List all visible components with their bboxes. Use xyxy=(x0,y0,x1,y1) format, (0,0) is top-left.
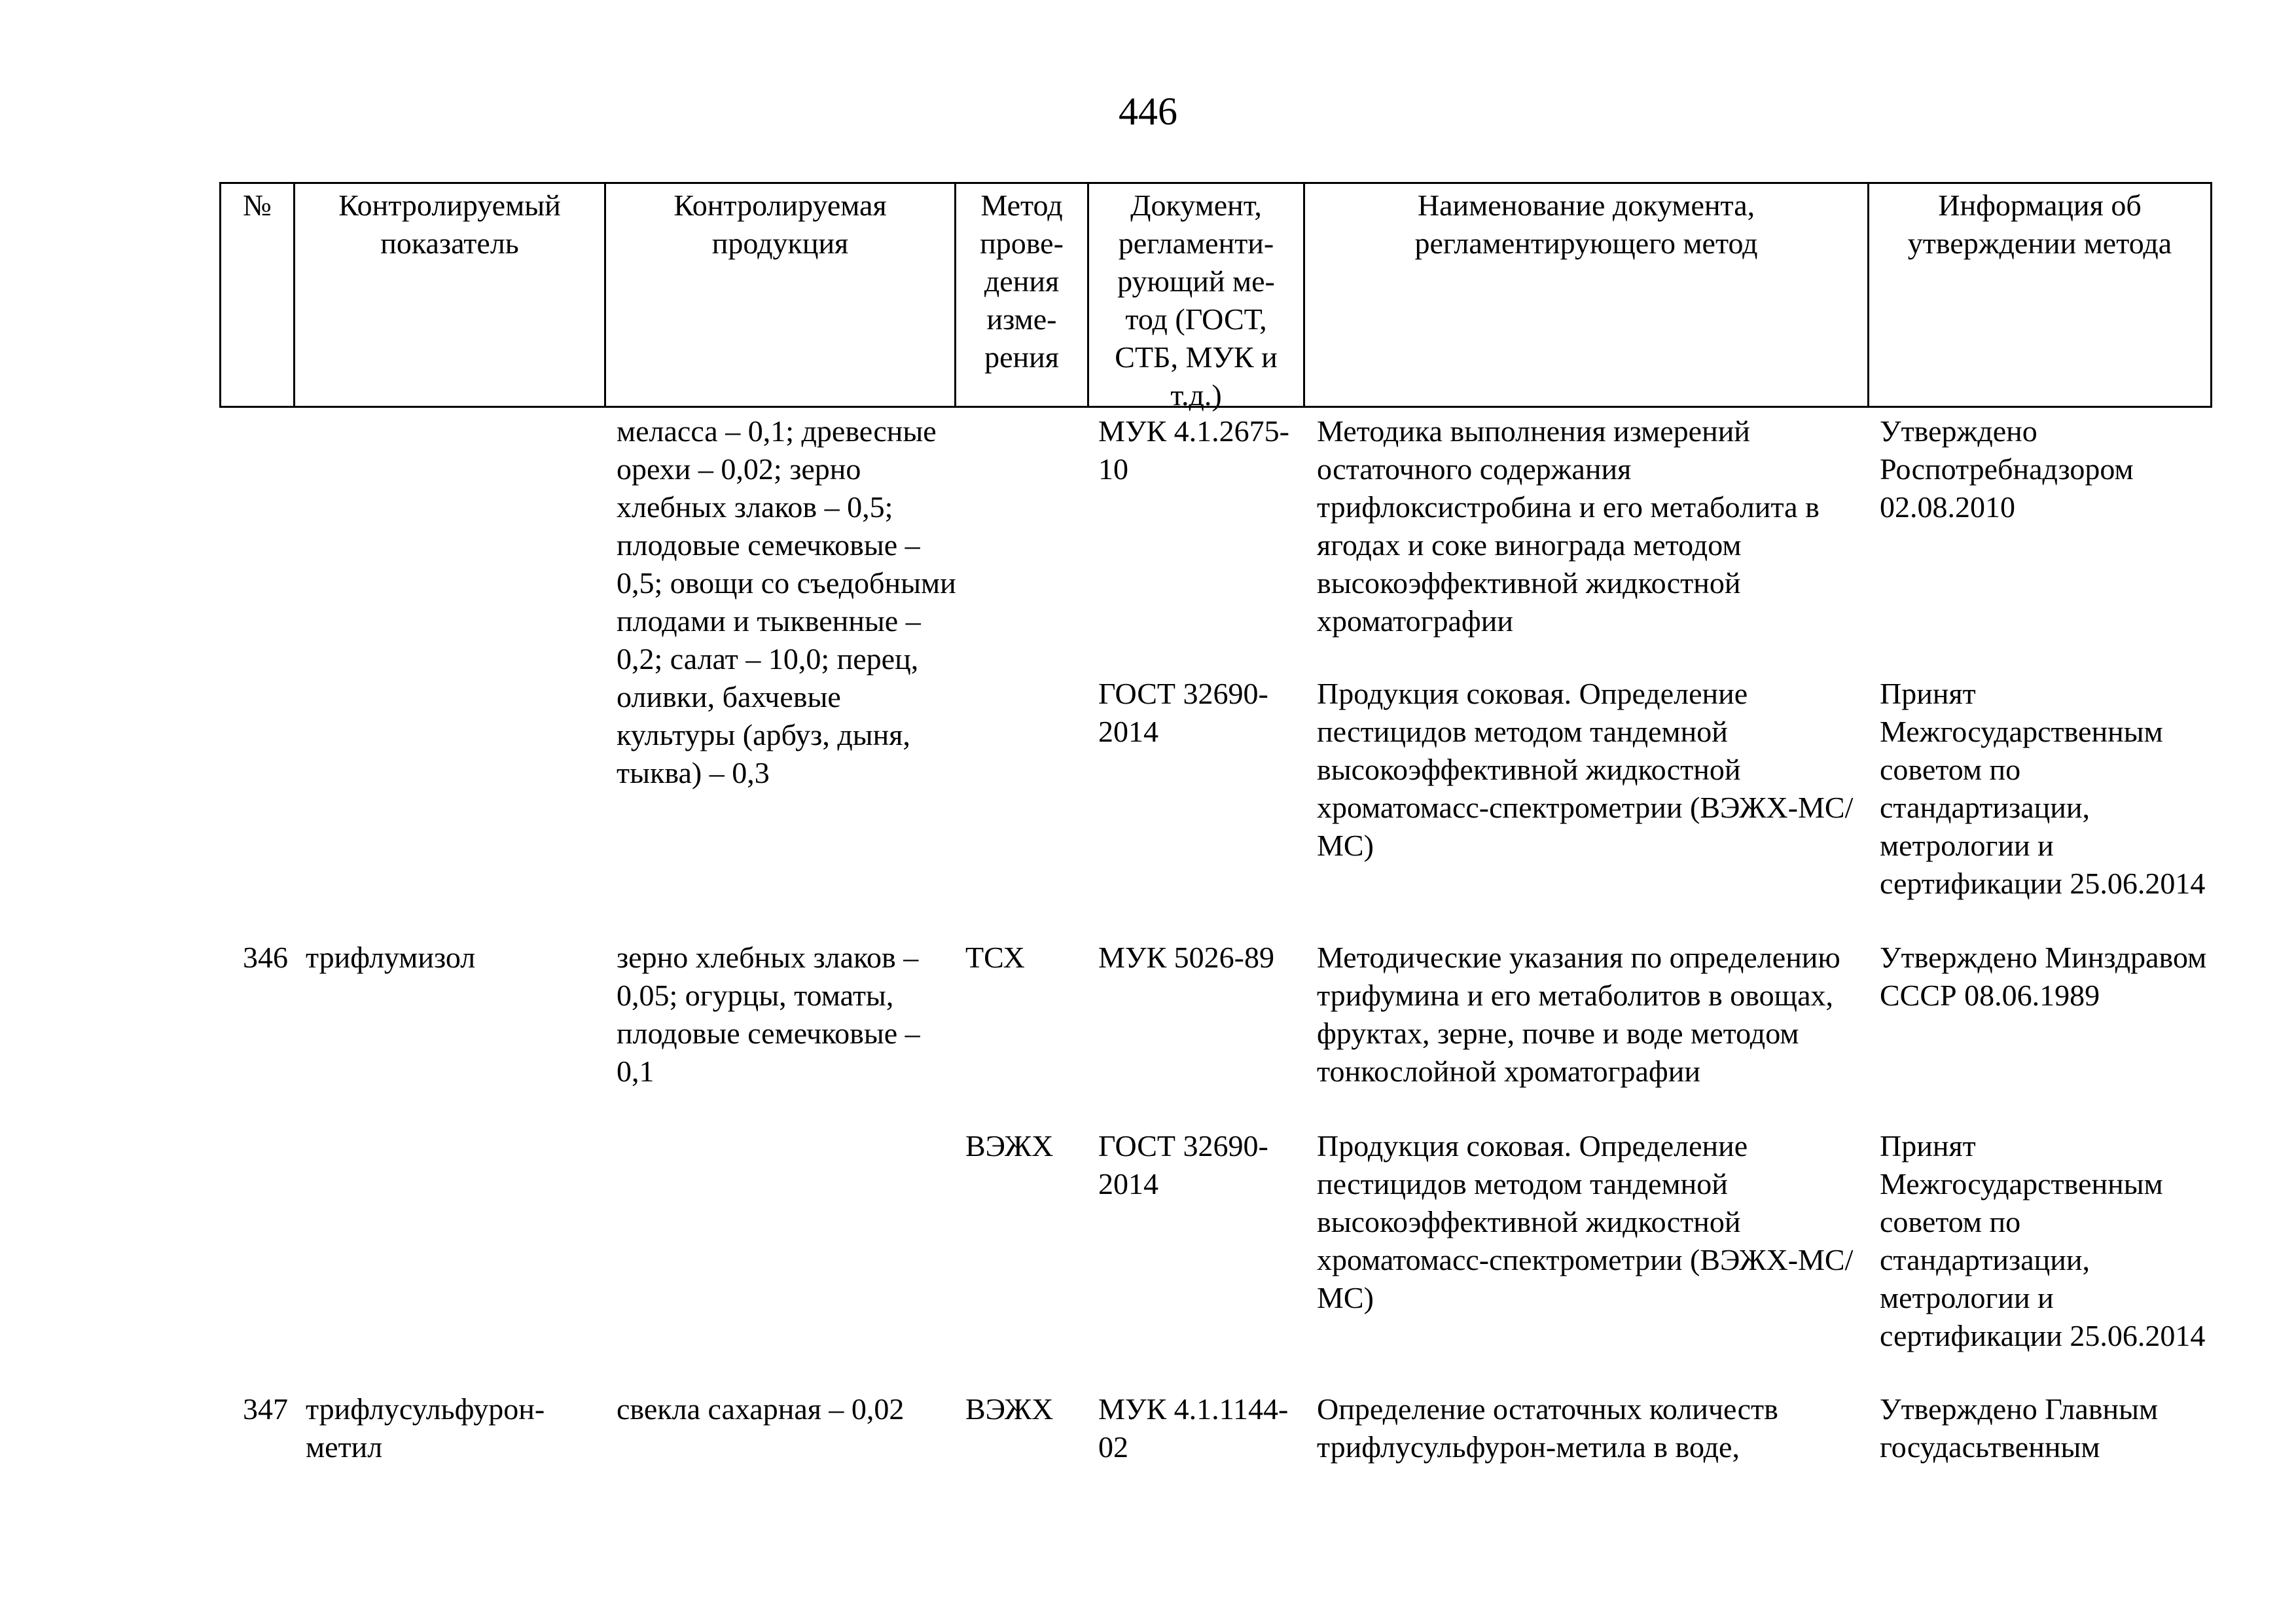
header-product: Контролируемая продукция xyxy=(604,184,954,406)
row-346-indicator: трифлумизол xyxy=(306,941,476,974)
row-continued-doc-name-2: Продукция соковая. Определение пестицидов методом тандемной высокоэффективной жидкостной хроматомасс-спектрометрии (ВЭЖХ-МС/МС) xyxy=(1317,677,1854,862)
row-347-method-1: ВЭЖХ xyxy=(965,1392,1054,1426)
row-continued-doc-name-1: Методика выполнения измерений остаточного содержания трифлоксистробина и его метаболита в ягодах и соке винограда методом высокоэффективной жидкостной хроматографии xyxy=(1317,414,1820,638)
row-346-approval-2: Принят Межгосударственным советом по стандартизации, метрологии и сертификации 25.06.2014 xyxy=(1880,1129,2206,1352)
row-346-product: зерно хлебных злаков – 0,05; огурцы, томаты, плодовые семечковые – 0,1 xyxy=(617,941,920,1088)
row-continued-product: меласса – 0,1; древесные орехи – 0,02; зерно хлебных злаков – 0,5; плодовые семечковые – 0,5; овощи со съедобными плодами и тыквенные – 0,2; салат – 10,0; перец, оливки, бахчевые культуры (арбуз, дыня, тыква) – 0,3 xyxy=(617,414,956,789)
row-347-approval-1: Утверждено Главным госудасьтвенным xyxy=(1880,1392,2159,1464)
header-document: Документ, регламенти- рующий ме- тод (ГОСТ, СТБ, МУК и т.д.) xyxy=(1087,184,1303,406)
row-continued-document-2: ГОСТ 32690-2014 xyxy=(1098,677,1268,748)
header-num: № xyxy=(243,189,272,222)
header-approval: Информация об утверждении метода xyxy=(1867,184,2210,406)
row-continued-approval-2: Принят Межгосударственным советом по стандартизации, метрологии и сертификации 25.06.2014 xyxy=(1880,677,2206,900)
row-346-approval-1: Утверждено Минздравом СССР 08.06.1989 xyxy=(1880,941,2207,1012)
table-header xyxy=(219,182,2212,412)
row-continued-approval-1: Утверждено Роспотребнадзором 02.08.2010 xyxy=(1880,414,2134,524)
row-347-product: свекла сахарная – 0,02 xyxy=(617,1392,905,1426)
header-method: Метод прове- дения изме- рения xyxy=(954,184,1087,406)
row-346-doc-name-1: Методические указания по определению трифумина и его метаболитов в овощах, фруктах, зерне, почве и воде методом тонкослойной хроматографии xyxy=(1317,941,1840,1088)
row-346-method-1: ТСХ xyxy=(965,941,1025,974)
row-346-document-1: МУК 5026-89 xyxy=(1098,941,1274,974)
row-346-doc-name-2: Продукция соковая. Определение пестицидов методом тандемной высокоэффективной жидкостной хроматомасс-спектрометрии (ВЭЖХ-МС/МС) xyxy=(1317,1129,1854,1314)
row-346-document-2: ГОСТ 32690-2014 xyxy=(1098,1129,1268,1200)
row-continued-document-1: МУК 4.1.2675-10 xyxy=(1098,414,1289,486)
row-347-document-1: МУК 4.1.1144-02 xyxy=(1098,1392,1289,1464)
row-347-doc-name-1: Определение остаточных количеств трифлусульфурон-метила в воде, xyxy=(1317,1392,1778,1464)
row-347-num: 347 xyxy=(243,1392,288,1426)
header-doc-name: Наименование документа, регламентирующего метод xyxy=(1303,184,1867,406)
row-347-indicator: трифлусульфурон-метил xyxy=(306,1392,545,1464)
row-346-num: 346 xyxy=(243,941,288,974)
row-346-method-2: ВЭЖХ xyxy=(965,1129,1054,1163)
page-number: 446 xyxy=(1119,90,1177,133)
header-indicator: Контролируемый показатель xyxy=(293,184,604,406)
